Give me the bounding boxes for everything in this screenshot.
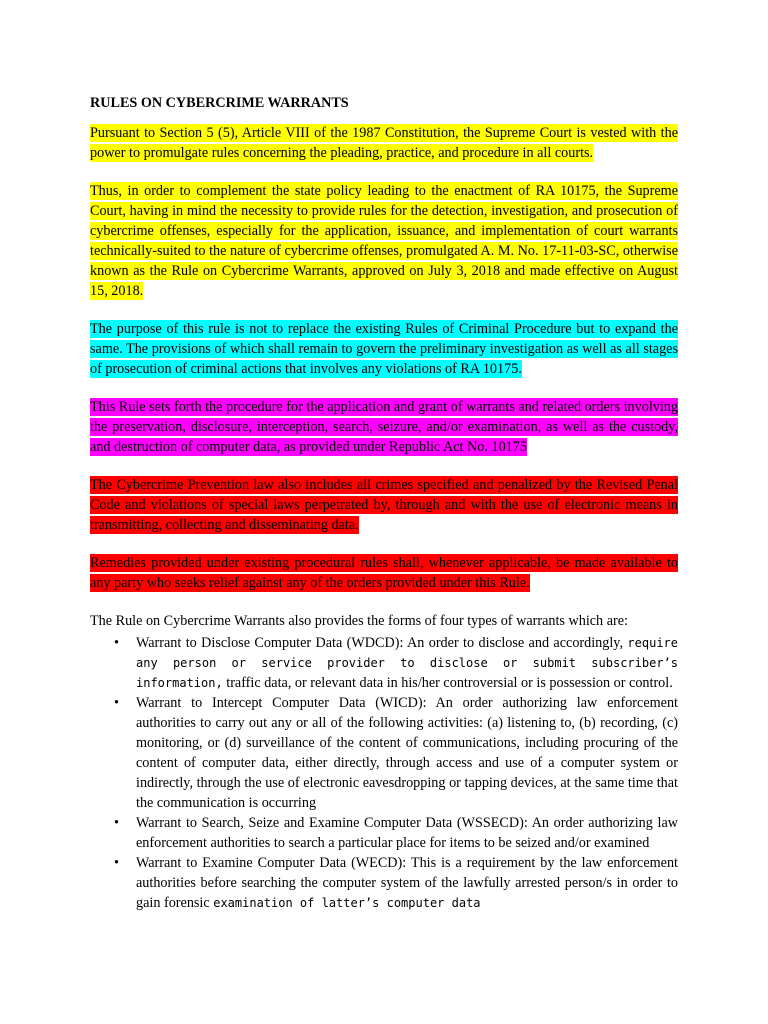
paragraph-remedies [90,553,678,593]
highlighted-text-cyan: The purpose of this rule is not to replace the existing Rules of Criminal Procedure but to expand the same. The provisions of which shall remain to govern the preliminary investigation as well as all stages of prosecution of criminal actions that involves any violations of RA 10175. [90,321,678,377]
warrant-text: Warrant to Intercept Computer Data (WICD): An order authorizing law enforcement authorities to carry out any or all of the following activities: (a) listening to, (b) recording, (c) monitoring, or (d) surveillance of the content of communications, including procuring of the content of computer data, either directly, through access and use of a computer system or indirectly, through the use of electronic eavesdropping or tapping devices, at the same time that the communication is occurring [136,695,678,811]
warrant-text-mono: require any person or service provider to disclose or submit subscriber’s information, [136,636,678,690]
warrant-text: Warrant to Search, Seize and Examine Computer Data (WSSECD): An order authorizing law enforcement authorities to search a particular place for items to be seized and/or examined [136,815,678,851]
highlighted-text-yellow: Thus, in order to complement the state policy leading to the enactment of RA 10175, the Supreme Court, having in mind the necessity to provide rules for the detection, investigation, and prosecution of cybercrime offenses, especially for the application, issuance, and implementation of court warrants technically-suited to the nature of cybercrime offenses, promulgated A. M. No. 17-11-03-SC, otherwise known as the Rule on Cybercrime Warrants, approved on July 3, 2018 and made effective on August 15, 2018. [90,183,678,299]
list-item [90,853,678,913]
paragraph-procedure [90,397,678,457]
bullet-icon: • [114,635,119,651]
highlighted-text-yellow: Pursuant to Section 5 (5), Article VIII of the 1987 Constitution, the Supreme Court is vested with the power to promulgate rules concerning the pleading, practice, and procedure in all courts. [90,125,678,161]
warrants-intro: The Rule on Cybercrime Warrants also provides the forms of four types of warrants which are: [90,613,628,629]
warrant-text: Warrant to Examine Computer Data (WECD): This is a requirement by the law enforcement authorities before searching the computer system of the lawfully arrested person/s in order to gain forensic [136,855,678,911]
paragraph-supreme-court [90,181,678,301]
highlighted-text-magenta: This Rule sets forth the procedure for the application and grant of warrants and related orders involving the preservation, disclosure, interception, search, seizure, and/or examination, as well as the custody, and destruction of computer data, as provided under Republic Act No. 10175 [90,399,678,455]
warrant-text-mono: examination of latter’s computer data [213,896,481,910]
list-item [90,633,678,693]
list-item [90,813,678,853]
paragraph-prevention-law [90,475,678,535]
highlighted-text-red: Remedies provided under existing procedural rules shall, whenever applicable, be made available to any party who seeks relief against any of the orders provided under this Rule. [90,555,678,591]
bullet-icon: • [114,855,119,871]
warrant-text-tail: traffic data, or relevant data in his/her controversial or is possession or control. [222,675,673,691]
paragraph-purpose [90,319,678,379]
paragraph-constitution [90,123,678,163]
document-page [90,93,678,913]
bullet-icon: • [114,695,119,711]
list-item [90,693,678,813]
highlighted-text-red: The Cybercrime Prevention law also includes all crimes specified and penalized by the Revised Penal Code and violations of special laws perpetrated by, through and with the use of electronic means in transmitting, collecting and disseminating data. [90,477,678,533]
warrants-list [90,633,678,913]
document-title: RULES ON CYBERCRIME WARRANTS [90,95,349,111]
warrant-text: Warrant to Disclose Computer Data (WDCD): An order to disclose and accordingly, [136,635,628,651]
bullet-icon: • [114,815,119,831]
